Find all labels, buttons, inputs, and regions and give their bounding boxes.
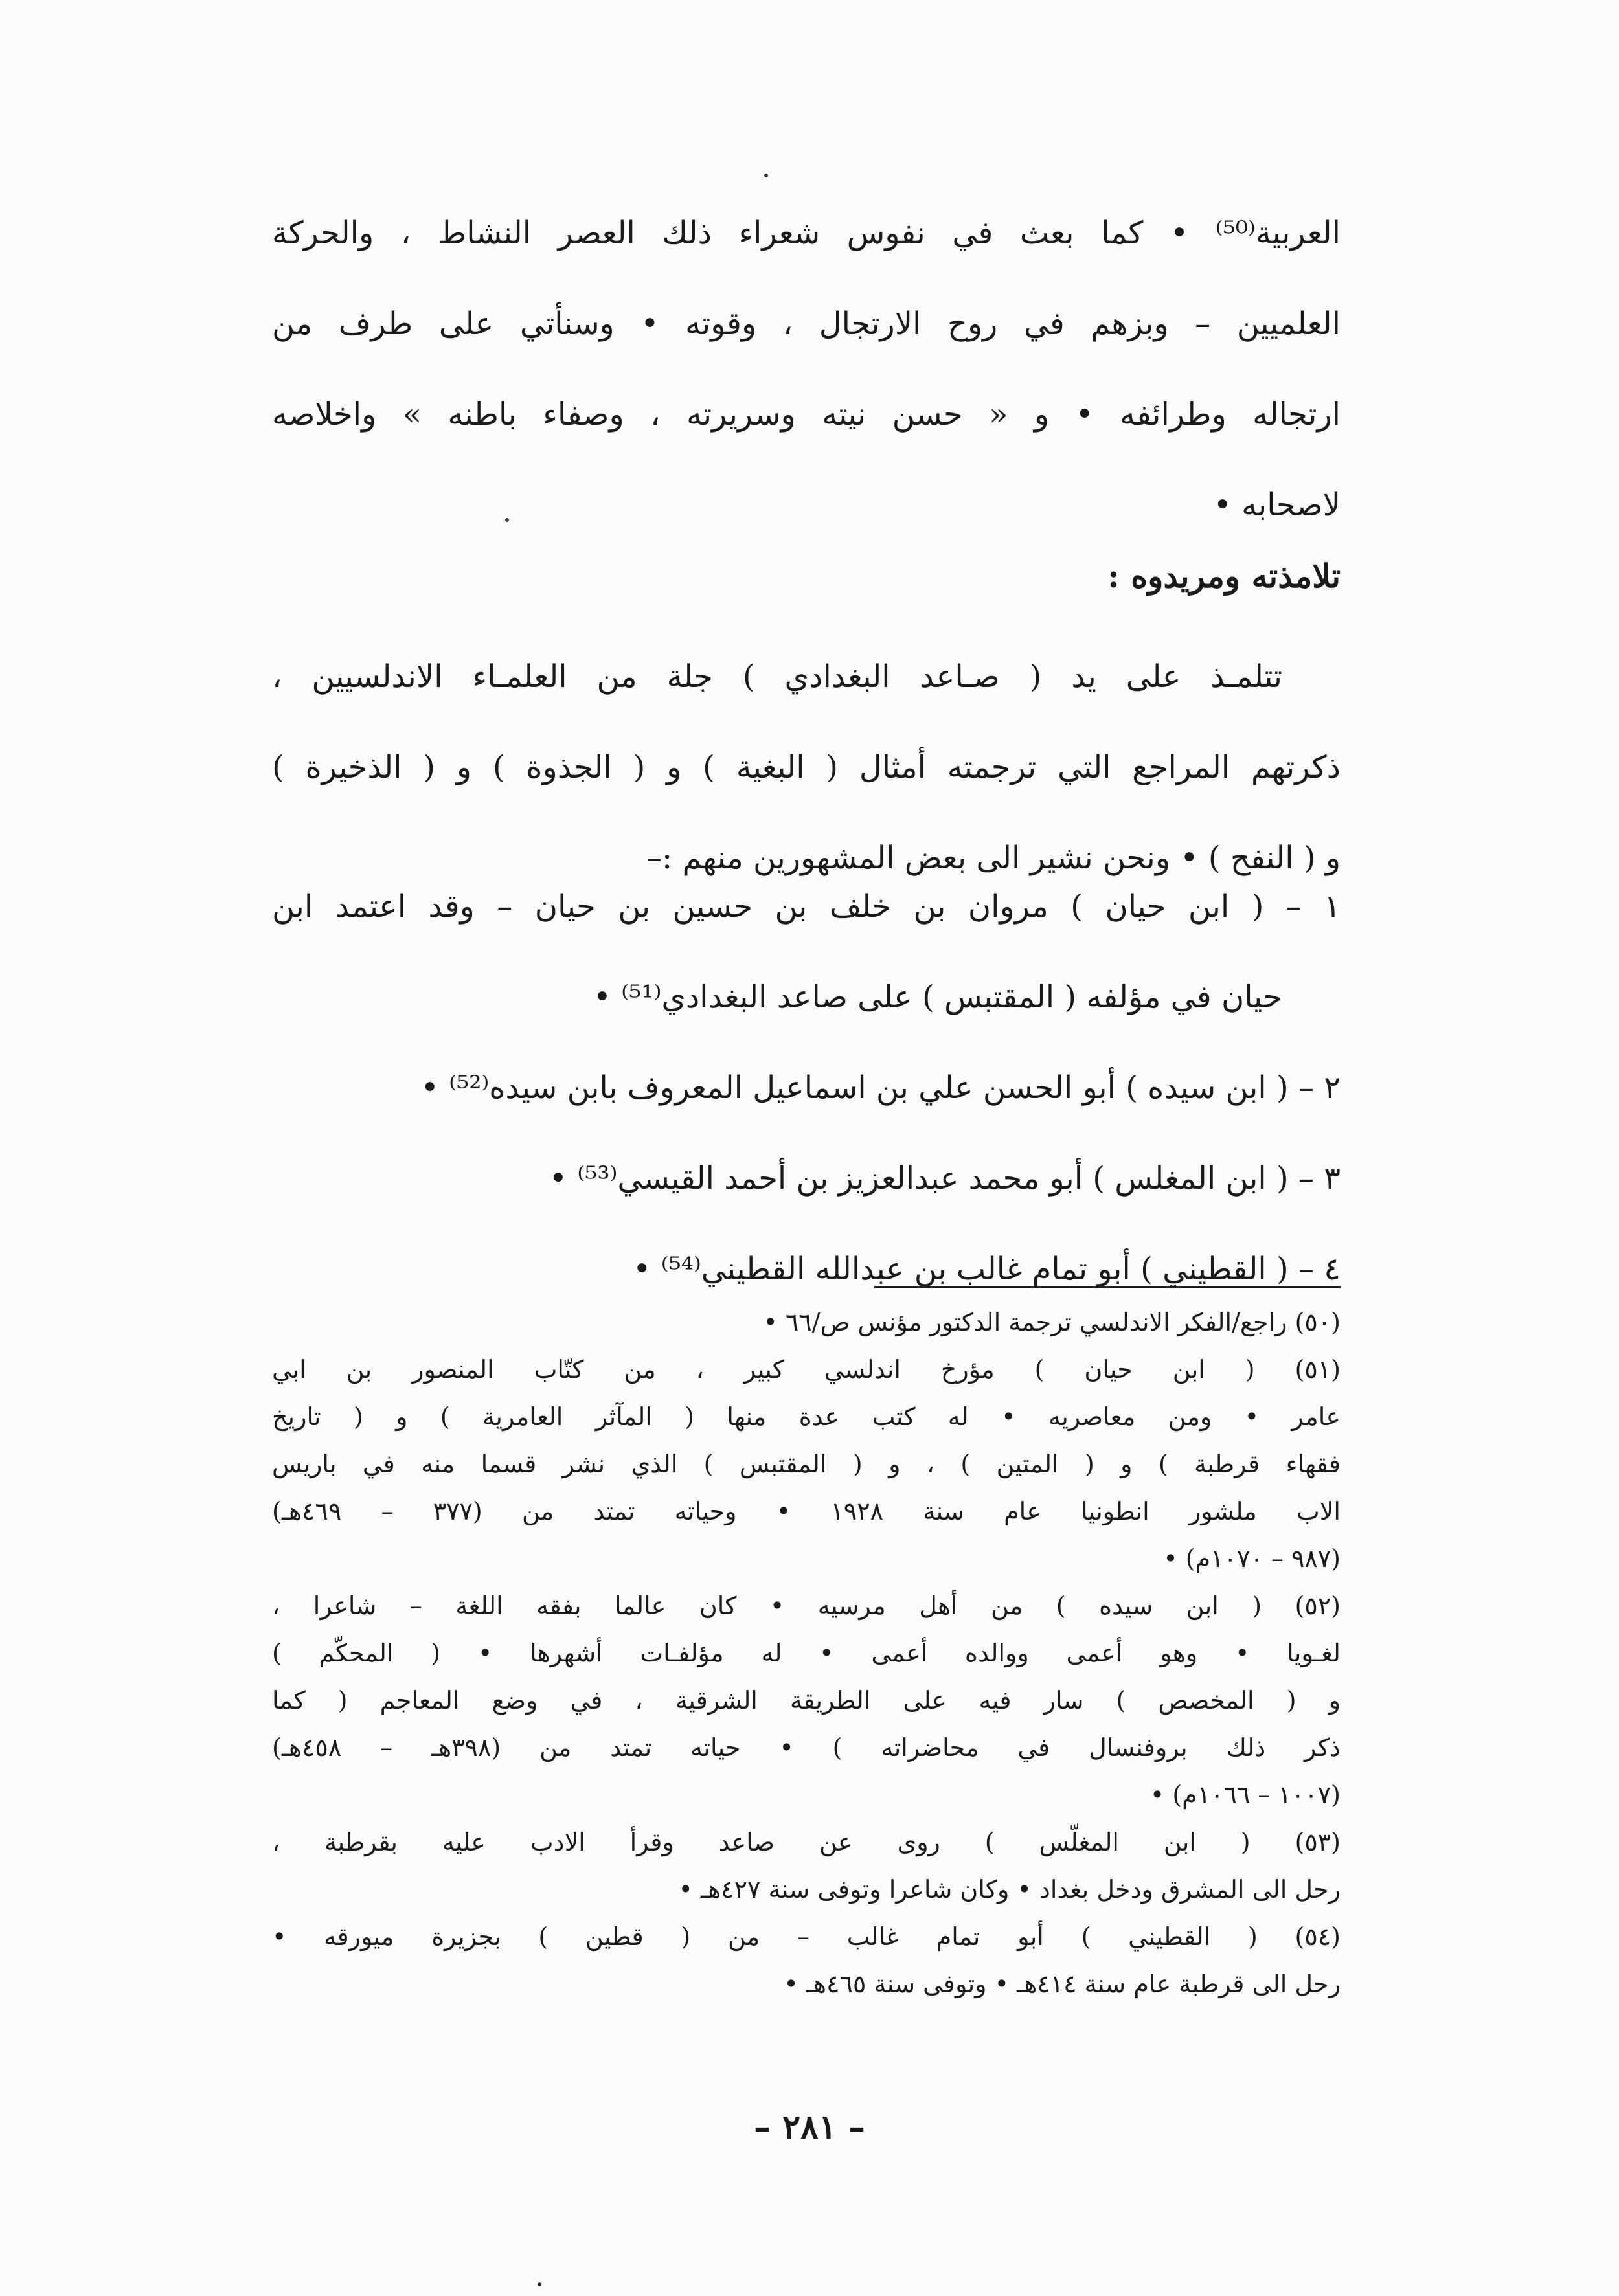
footnotes [272,1299,1341,2008]
text-line: ارتجاله وطرائفه • و « حسن نيته وسريرته ، وصفاء باطنه » واخلاصه [272,396,1341,433]
footnote-line: رحل الى قرطبة عام سنة ٤١٤هـ • وتوفى سنة ٤٦٥هـ • [784,1970,1341,1998]
print-speck [538,2282,541,2286]
footnote-line: (٥٤) ( القطيني ) أبو تمام غالب – من ( قطين ) بجزيرة ميورقه • [272,1922,1341,1951]
list-item: ٤ – ( القطيني ) أبو تمام غالب بن عبدالله القطيني⁽⁵⁴⁾ • [633,1251,1341,1287]
text-line: العلميين – وبزهم في روح الارتجال ، وقوته • وسنأتي على طرف من [272,306,1341,342]
footnote-line: فقهاء قرطبة ) و ( المتين ) ، و ( المقتبس ) الذي نشر قسما منه في باريس [272,1450,1341,1478]
page-number: – ٢٨١ – [753,2108,865,2147]
text-line: العربية⁽⁵⁰⁾ • كما بعث في نفوس شعراء ذلك العصر النشاط ، والحركة [272,215,1341,251]
footnote-line: (٥٢) ( ابن سيده ) من أهل مرسيه • كان عالما بفقه اللغة – شاعرا ، [272,1592,1341,1620]
footnote-line: (٥٣) ( ابن المغلّس ) روى عن صاعد وقرأ الادب عليه بقرطبة ، [272,1828,1341,1856]
list-item: ١ – ( ابن حيان ) مروان بن خلف بن حسين بن حيان – وقد اعتمد ابن [272,888,1341,925]
text-line: لاصحابه • [1213,487,1341,523]
students-list [272,861,1341,1314]
text-line: ذكرتهم المراجع التي ترجمته أمثال ( البغية ) و ( الجذوة ) و ( الذخيرة ) [272,749,1341,785]
footnote-line: (٩٨٧ – ١٠٧٠م) • [1163,1544,1341,1573]
footnote-line: (١٠٠٧ – ١٠٦٦م) • [1149,1781,1341,1809]
footnote-line: (٥٠) راجع/الفكر الاندلسي ترجمة الدكتور مؤنس ص/٦٦ • [763,1308,1341,1336]
text-line: تتلمـذ على يد ( صـاعد البغدادي ) جلة من العلمـاء الاندلسيين ، [272,658,1282,695]
footnote-line: (٥١) ( ابن حيان ) مؤرخ اندلسي كبير ، من كتّاب المنصور بن ابي [272,1355,1341,1384]
footnote-line: و ( المخصص ) سار فيه على الطريقة الشرقية ، في وضع المعاجم ( كما [272,1686,1341,1715]
list-item: ٣ – ( ابن المغلس ) أبو محمد عبدالعزيز بن أحمد القيسي⁽⁵³⁾ • [549,1160,1341,1197]
print-speck [764,174,768,177]
footnote-line: لغـويا • وهو أعمى ووالده أعمى • له مؤلفـات أشهرها • ( المحكّم ) [272,1639,1341,1667]
footnote-line: عامر • ومن معاصريه • له كتب عدة منها ( المآثر العامرية ) و ( تاريخ [272,1402,1341,1431]
print-speck [505,518,509,522]
section-heading: تلامذته ومريدوه : [1107,557,1341,595]
list-item-continuation: حيان في مؤلفه ( المقتبس ) على صاعد البغدادي⁽⁵¹⁾ • [593,979,1282,1015]
paragraph-continuation [272,188,1341,550]
footnote-line: رحل الى المشرق ودخل بغداد • وكان شاعرا وتوفى سنة ٤٢٧هـ • [678,1875,1341,1904]
footnote-separator [874,1286,1341,1288]
footnote-line: الاب ملشور انطونيا عام سنة ١٩٢٨ • وحياته تمتد من (٣٧٧ – ٤٦٩هـ) [272,1497,1341,1525]
footnote-line: ذكر ذلك بروفنسال في محاضراته ) • حياته تمتد من (٣٩٨هـ – ٤٥٨هـ) [272,1733,1341,1762]
list-item: ٢ – ( ابن سيده ) أبو الحسن علي بن اسماعيل المعروف بابن سيده⁽⁵²⁾ • [420,1070,1341,1106]
text-line: و ( النفح ) • ونحن نشير الى بعض المشهورين منهم :– [646,840,1341,876]
